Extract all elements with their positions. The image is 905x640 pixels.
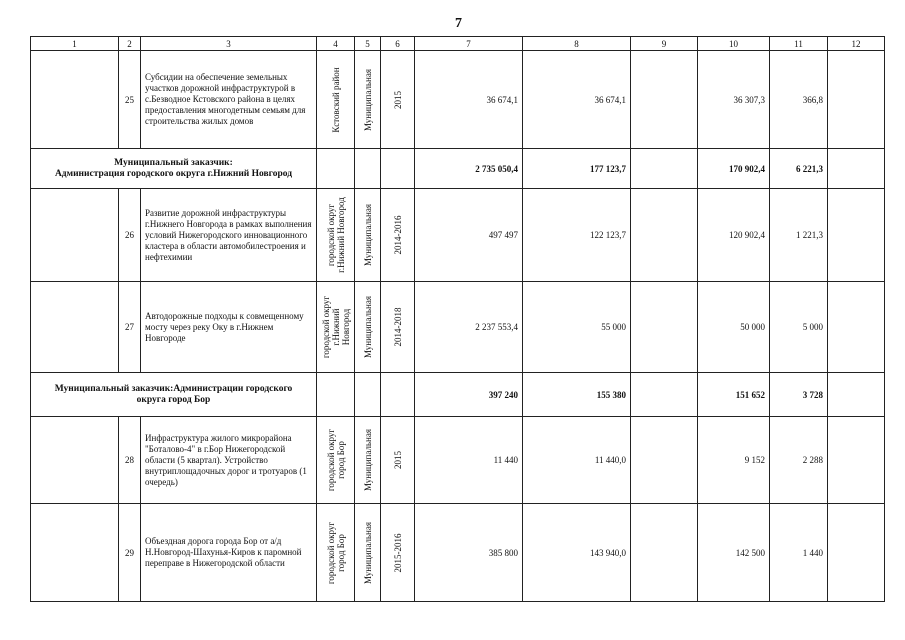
value-col11: 1 221,3	[770, 189, 828, 282]
page-number: 7	[455, 16, 462, 31]
territory: городской округ г.Нижний Новгород	[320, 295, 351, 359]
value-col7: 11 440	[415, 417, 523, 504]
value-col10: 120 902,4	[698, 189, 770, 282]
col-header-4: 4	[317, 37, 355, 51]
col-header-5: 5	[355, 37, 381, 51]
territory: городской округ город Бор	[325, 521, 346, 584]
object-description: Субсидии на обеспечение земельных участков дорожной инфраструктурой в с.Безводное Кстовского района в целях предоставления многодетным семьям для строительства жилых домов	[141, 51, 317, 149]
value-col10: 151 652	[698, 373, 770, 417]
row-number: 25	[119, 51, 141, 149]
table-row	[31, 282, 885, 373]
level: Муниципальная	[362, 521, 373, 584]
value-col9	[631, 51, 698, 149]
value-col7: 397 240	[415, 373, 523, 417]
value-col11: 366,8	[770, 51, 828, 149]
period: 2015-2016	[392, 533, 403, 572]
section-row	[31, 149, 885, 189]
value-col8: 55 000	[523, 282, 631, 373]
value-col11: 2 288	[770, 417, 828, 504]
territory: Кстовский район	[330, 66, 341, 133]
value-col12	[828, 189, 885, 282]
value-col12	[828, 51, 885, 149]
value-col9	[631, 282, 698, 373]
value-col8: 36 674,1	[523, 51, 631, 149]
value-col10: 36 307,3	[698, 51, 770, 149]
value-col8: 177 123,7	[523, 149, 631, 189]
period: 2014-2016	[392, 215, 403, 255]
value-col7: 385 800	[415, 504, 523, 602]
value-col9	[631, 189, 698, 282]
column-number-row	[31, 37, 885, 51]
value-col12	[828, 504, 885, 602]
value-col12	[828, 282, 885, 373]
value-col8: 143 940,0	[523, 504, 631, 602]
value-col8: 11 440,0	[523, 417, 631, 504]
value-col7: 2 237 553,4	[415, 282, 523, 373]
period: 2015	[392, 451, 403, 469]
level: Муниципальная	[362, 296, 373, 358]
row-number: 28	[119, 417, 141, 504]
col-header-11: 11	[770, 37, 828, 51]
col-header-10: 10	[698, 37, 770, 51]
row-number: 27	[119, 282, 141, 373]
row-number: 29	[119, 504, 141, 602]
value-col11: 1 440	[770, 504, 828, 602]
col-header-3: 3	[141, 37, 317, 51]
section-row	[31, 373, 885, 417]
col-header-2: 2	[119, 37, 141, 51]
col-header-8: 8	[523, 37, 631, 51]
value-col11: 5 000	[770, 282, 828, 373]
table-row	[31, 51, 885, 149]
value-col9	[631, 417, 698, 504]
col-header-6: 6	[381, 37, 415, 51]
value-col7: 2 735 050,4	[415, 149, 523, 189]
value-col8: 155 380	[523, 373, 631, 417]
col-header-7: 7	[415, 37, 523, 51]
value-col9	[631, 504, 698, 602]
table-row	[31, 504, 885, 602]
level: Муниципальная	[362, 204, 373, 266]
territory: городской округ г.Нижний Новгород	[325, 197, 346, 273]
value-col10: 170 902,4	[698, 149, 770, 189]
value-col12	[828, 373, 885, 417]
object-description: Развитие дорожной инфраструктуры г.Нижнего Новгорода в рамках выполнения условий Нижегородского инновационного кластера в области автомобилестроения и нефтехимии	[141, 189, 317, 282]
value-col7: 36 674,1	[415, 51, 523, 149]
value-col9	[631, 149, 698, 189]
value-col12	[828, 417, 885, 504]
row-number: 26	[119, 189, 141, 282]
col-header-9: 9	[631, 37, 698, 51]
value-col7: 497 497	[415, 189, 523, 282]
section-title: Муниципальный заказчик:Администрации городского округа город Бор	[31, 373, 317, 417]
value-col10: 9 152	[698, 417, 770, 504]
territory: городской округ город Бор	[325, 428, 346, 492]
object-description: Объездная дорога города Бор от а/д Н.Новгород-Шахунья-Киров к паромной переправе в Нижегородской области	[141, 504, 317, 602]
value-col10: 50 000	[698, 282, 770, 373]
level: Муниципальная	[362, 429, 373, 491]
level: Муниципальная	[362, 68, 373, 131]
value-col10: 142 500	[698, 504, 770, 602]
col-header-12: 12	[828, 37, 885, 51]
object-description: Инфраструктура жилого микрорайона "Боталово-4" в г.Бор Нижегородской области (5 квартал). Устройство внутриплощадочных дорог и тротуаров (1 очередь)	[141, 417, 317, 504]
value-col8: 122 123,7	[523, 189, 631, 282]
value-col11: 6 221,3	[770, 149, 828, 189]
value-col11: 3 728	[770, 373, 828, 417]
table-row	[31, 417, 885, 504]
period: 2014-2018	[392, 307, 403, 347]
table-row	[31, 189, 885, 282]
col-header-1: 1	[31, 37, 119, 51]
period: 2015	[392, 90, 403, 109]
program-table	[30, 36, 885, 602]
object-description: Автодорожные подходы к совмещенному мосту через реку Оку в г.Нижнем Новгороде	[141, 282, 317, 373]
value-col9	[631, 373, 698, 417]
value-col12	[828, 149, 885, 189]
section-title: Муниципальный заказчик: Администрация городского округа г.Нижний Новгород	[31, 149, 317, 189]
